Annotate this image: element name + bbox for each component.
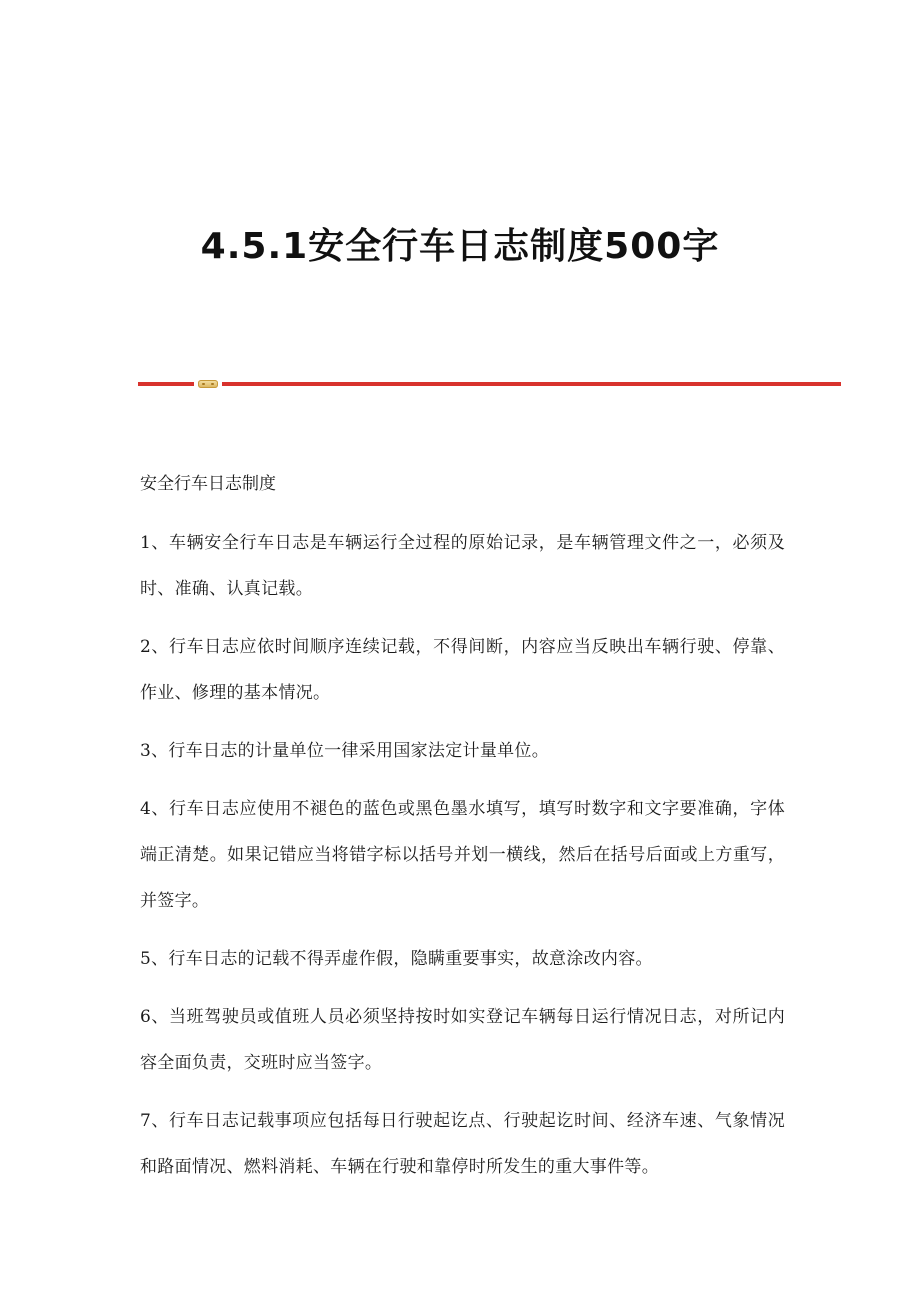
section-heading: 安全行车日志制度 [140,474,276,494]
paragraph-7: 7、行车日志记载事项应包括每日行驶起讫点、行驶起讫时间、经济车速、气象情况和路面情况、燃料消耗、车辆在行驶和靠停时所发生的重大事件等。 [140,1111,785,1177]
divider-ornament-icon [198,380,218,388]
title-divider [138,378,841,390]
divider-line-right [222,382,841,386]
divider-line-left [138,382,194,386]
page-title: 4.5.1安全行车日志制度500字 [200,226,720,267]
paragraph-3: 3、行车日志的计量单位一律采用国家法定计量单位。 [140,741,550,761]
paragraph-2: 2、行车日志应依时间顺序连续记载，不得间断，内容应当反映出车辆行驶、停靠、作业、修理的基本情况。 [140,637,785,703]
paragraph-6: 6、当班驾驶员或值班人员必须坚持按时如实登记车辆每日运行情况日志，对所记内容全面负责，交班时应当签字。 [140,1007,785,1073]
paragraph-1: 1、车辆安全行车日志是车辆运行全过程的原始记录，是车辆管理文件之一，必须及时、准确、认真记载。 [140,533,785,599]
paragraph-4: 4、行车日志应使用不褪色的蓝色或黑色墨水填写，填写时数字和文字要准确，字体端正清楚。如果记错应当将错字标以括号并划一横线，然后在括号后面或上方重写，并签字。 [140,799,785,911]
paragraph-5: 5、行车日志的记载不得弄虚作假，隐瞒重要事实，故意涂改内容。 [140,949,653,969]
document-body [140,466,785,1202]
